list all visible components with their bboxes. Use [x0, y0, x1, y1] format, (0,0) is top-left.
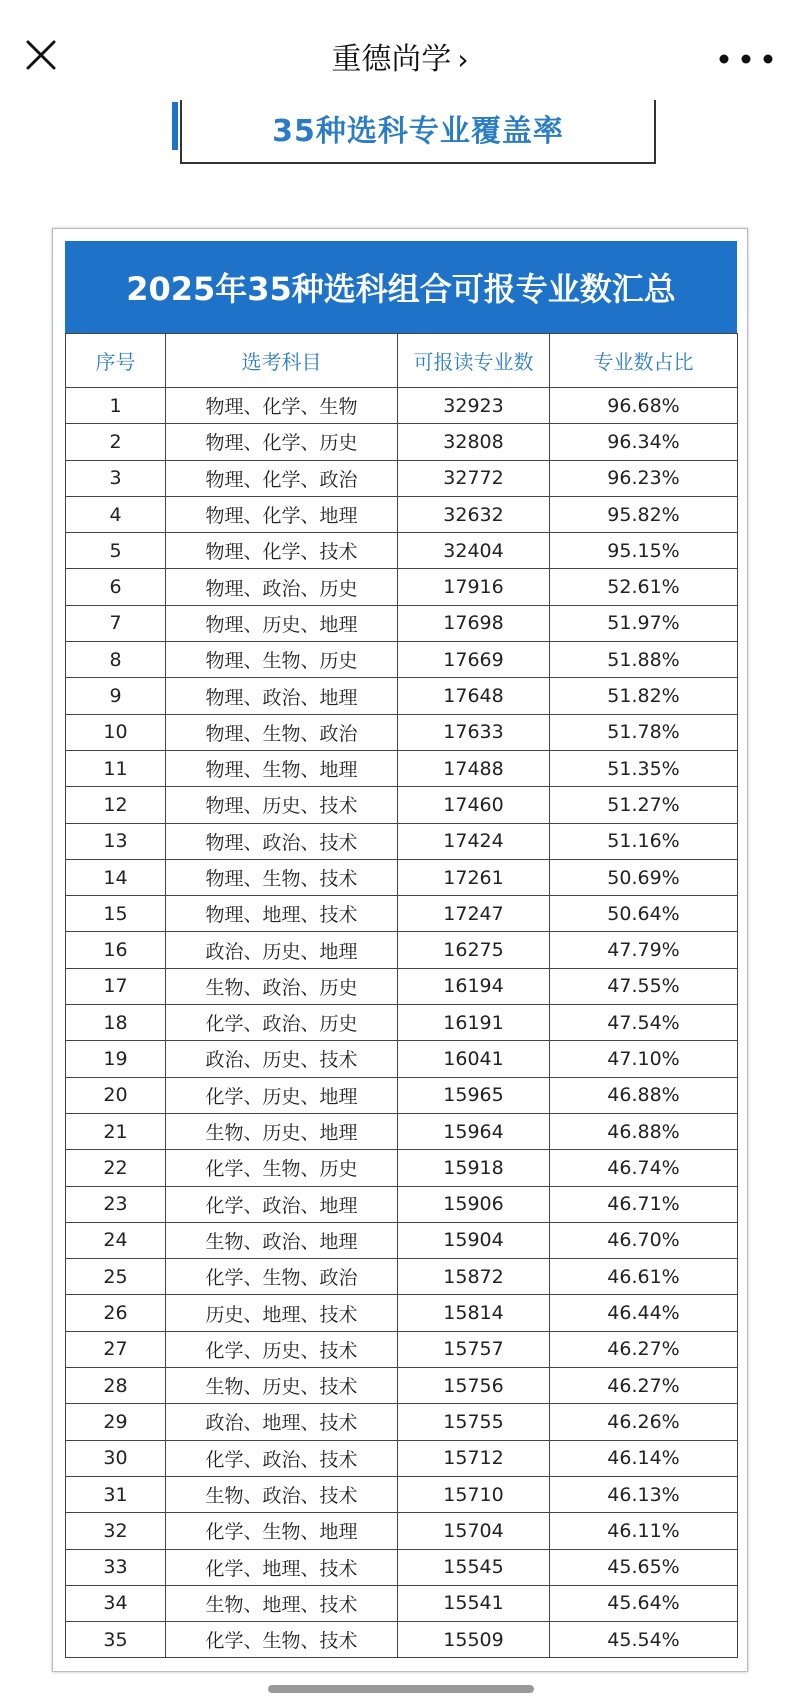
table-row	[66, 1331, 738, 1367]
cell-percentage: 47.54%	[550, 1005, 738, 1041]
cell-subjects: 生物、历史、地理	[166, 1113, 398, 1149]
table-row	[66, 859, 738, 895]
table-row	[66, 714, 738, 750]
cell-percentage: 45.64%	[550, 1585, 738, 1621]
cell-major-count: 15541	[398, 1585, 550, 1621]
cell-index: 1	[66, 388, 166, 424]
cell-major-count: 17261	[398, 859, 550, 895]
cell-percentage: 96.34%	[550, 424, 738, 460]
cell-percentage: 46.13%	[550, 1476, 738, 1512]
cell-index: 17	[66, 968, 166, 1004]
cell-subjects: 化学、政治、技术	[166, 1440, 398, 1476]
cell-subjects: 化学、政治、地理	[166, 1186, 398, 1222]
cell-percentage: 47.79%	[550, 932, 738, 968]
cell-index: 5	[66, 533, 166, 569]
table-row	[66, 932, 738, 968]
cell-percentage: 95.82%	[550, 496, 738, 532]
cell-major-count: 15757	[398, 1331, 550, 1367]
cell-index: 25	[66, 1259, 166, 1295]
summary-table	[65, 333, 738, 1658]
table-row	[66, 968, 738, 1004]
cell-major-count: 17488	[398, 750, 550, 786]
cell-index: 15	[66, 896, 166, 932]
cell-subjects: 物理、地理、技术	[166, 896, 398, 932]
table-row	[66, 642, 738, 678]
cell-index: 3	[66, 460, 166, 496]
cell-percentage: 51.88%	[550, 642, 738, 678]
cell-major-count: 15814	[398, 1295, 550, 1331]
table-row	[66, 1186, 738, 1222]
cell-index: 31	[66, 1476, 166, 1512]
banner-accent-bar	[172, 102, 178, 150]
table-row	[66, 1440, 738, 1476]
header-percentage: 专业数占比	[550, 334, 738, 388]
cell-percentage: 95.15%	[550, 533, 738, 569]
cell-index: 28	[66, 1368, 166, 1404]
cell-percentage: 46.70%	[550, 1222, 738, 1258]
table-row	[66, 750, 738, 786]
cell-subjects: 生物、历史、技术	[166, 1368, 398, 1404]
cell-subjects: 化学、生物、地理	[166, 1513, 398, 1549]
cell-subjects: 化学、生物、历史	[166, 1150, 398, 1186]
table-row	[66, 1041, 738, 1077]
cell-percentage: 46.61%	[550, 1259, 738, 1295]
cell-major-count: 32808	[398, 424, 550, 460]
cell-subjects: 物理、化学、地理	[166, 496, 398, 532]
cell-percentage: 46.11%	[550, 1513, 738, 1549]
cell-index: 2	[66, 424, 166, 460]
more-dots-icon	[714, 53, 778, 65]
cell-major-count: 16275	[398, 932, 550, 968]
cell-major-count: 17424	[398, 823, 550, 859]
table-row	[66, 1005, 738, 1041]
table-row	[66, 1222, 738, 1258]
chevron-right-icon: ›	[457, 43, 469, 76]
cell-major-count: 17247	[398, 896, 550, 932]
table-header-row	[66, 334, 738, 388]
cell-subjects: 物理、化学、生物	[166, 388, 398, 424]
cell-subjects: 政治、历史、地理	[166, 932, 398, 968]
home-indicator[interactable]	[268, 1685, 534, 1693]
table-row	[66, 1622, 738, 1658]
cell-major-count: 15964	[398, 1113, 550, 1149]
cell-index: 21	[66, 1113, 166, 1149]
cell-percentage: 46.27%	[550, 1368, 738, 1404]
cell-major-count: 32404	[398, 533, 550, 569]
cell-index: 26	[66, 1295, 166, 1331]
cell-index: 35	[66, 1622, 166, 1658]
cell-major-count: 15710	[398, 1476, 550, 1512]
cell-percentage: 46.26%	[550, 1404, 738, 1440]
cell-subjects: 政治、历史、技术	[166, 1041, 398, 1077]
table-row	[66, 1150, 738, 1186]
cell-subjects: 物理、化学、历史	[166, 424, 398, 460]
cell-index: 29	[66, 1404, 166, 1440]
cell-percentage: 46.88%	[550, 1113, 738, 1149]
cell-major-count: 17916	[398, 569, 550, 605]
table-row	[66, 787, 738, 823]
cell-subjects: 化学、生物、政治	[166, 1259, 398, 1295]
banner-title: 35种选科专业覆盖率	[272, 114, 564, 149]
table-row	[66, 605, 738, 641]
header-major-count: 可报读专业数	[398, 334, 550, 388]
cell-subjects: 物理、生物、地理	[166, 750, 398, 786]
cell-percentage: 46.14%	[550, 1440, 738, 1476]
cell-major-count: 17633	[398, 714, 550, 750]
cell-index: 10	[66, 714, 166, 750]
account-title-link[interactable]	[0, 34, 800, 78]
cell-subjects: 物理、生物、技术	[166, 859, 398, 895]
cell-subjects: 化学、政治、历史	[166, 1005, 398, 1041]
cell-subjects: 化学、地理、技术	[166, 1549, 398, 1585]
cell-major-count: 15545	[398, 1549, 550, 1585]
table-row	[66, 1404, 738, 1440]
cell-major-count: 15872	[398, 1259, 550, 1295]
cell-major-count: 15918	[398, 1150, 550, 1186]
table-row	[66, 1259, 738, 1295]
cell-subjects: 物理、历史、地理	[166, 605, 398, 641]
table-row	[66, 678, 738, 714]
cell-subjects: 物理、生物、政治	[166, 714, 398, 750]
cell-major-count: 17698	[398, 605, 550, 641]
cell-index: 9	[66, 678, 166, 714]
cell-major-count: 15904	[398, 1222, 550, 1258]
cell-index: 8	[66, 642, 166, 678]
cell-major-count: 15755	[398, 1404, 550, 1440]
cell-index: 12	[66, 787, 166, 823]
cell-index: 18	[66, 1005, 166, 1041]
cell-index: 34	[66, 1585, 166, 1621]
cell-index: 33	[66, 1549, 166, 1585]
cell-percentage: 51.78%	[550, 714, 738, 750]
header-subjects: 选考科目	[166, 334, 398, 388]
table-row	[66, 533, 738, 569]
cell-index: 23	[66, 1186, 166, 1222]
table-row	[66, 1585, 738, 1621]
top-navigation-bar	[0, 0, 800, 100]
cell-subjects: 化学、生物、技术	[166, 1622, 398, 1658]
cell-percentage: 96.23%	[550, 460, 738, 496]
table-row	[66, 424, 738, 460]
cell-index: 6	[66, 569, 166, 605]
cell-subjects: 物理、化学、政治	[166, 460, 398, 496]
cell-percentage: 51.27%	[550, 787, 738, 823]
cell-subjects: 物理、历史、技术	[166, 787, 398, 823]
cell-index: 4	[66, 496, 166, 532]
table-row	[66, 569, 738, 605]
table-row	[66, 1368, 738, 1404]
cell-percentage: 47.10%	[550, 1041, 738, 1077]
cell-percentage: 51.97%	[550, 605, 738, 641]
cell-percentage: 46.74%	[550, 1150, 738, 1186]
cell-major-count: 17460	[398, 787, 550, 823]
cell-subjects: 生物、地理、技术	[166, 1585, 398, 1621]
cell-percentage: 50.64%	[550, 896, 738, 932]
section-banner	[180, 100, 656, 164]
cell-index: 22	[66, 1150, 166, 1186]
cell-percentage: 51.35%	[550, 750, 738, 786]
summary-table-card	[52, 228, 748, 1672]
cell-major-count: 15704	[398, 1513, 550, 1549]
cell-index: 7	[66, 605, 166, 641]
cell-index: 16	[66, 932, 166, 968]
cell-major-count: 17648	[398, 678, 550, 714]
cell-subjects: 物理、政治、历史	[166, 569, 398, 605]
cell-percentage: 46.44%	[550, 1295, 738, 1331]
cell-index: 30	[66, 1440, 166, 1476]
cell-percentage: 51.82%	[550, 678, 738, 714]
cell-subjects: 政治、地理、技术	[166, 1404, 398, 1440]
cell-subjects: 历史、地理、技术	[166, 1295, 398, 1331]
cell-index: 13	[66, 823, 166, 859]
cell-subjects: 生物、政治、技术	[166, 1476, 398, 1512]
cell-subjects: 物理、生物、历史	[166, 642, 398, 678]
cell-major-count: 15509	[398, 1622, 550, 1658]
cell-percentage: 45.54%	[550, 1622, 738, 1658]
table-row	[66, 460, 738, 496]
cell-percentage: 51.16%	[550, 823, 738, 859]
table-row	[66, 1113, 738, 1149]
cell-major-count: 32772	[398, 460, 550, 496]
cell-subjects: 生物、政治、地理	[166, 1222, 398, 1258]
more-button[interactable]	[714, 50, 778, 62]
cell-major-count: 15906	[398, 1186, 550, 1222]
table-title: 2025年35种选科组合可报专业数汇总	[65, 241, 737, 333]
table-row	[66, 1077, 738, 1113]
cell-percentage: 46.27%	[550, 1331, 738, 1367]
table-row	[66, 896, 738, 932]
cell-major-count: 15756	[398, 1368, 550, 1404]
cell-major-count: 15965	[398, 1077, 550, 1113]
cell-subjects: 化学、历史、地理	[166, 1077, 398, 1113]
cell-percentage: 50.69%	[550, 859, 738, 895]
cell-subjects: 物理、政治、地理	[166, 678, 398, 714]
cell-major-count: 16194	[398, 968, 550, 1004]
cell-subjects: 物理、化学、技术	[166, 533, 398, 569]
cell-subjects: 生物、政治、历史	[166, 968, 398, 1004]
cell-percentage: 47.55%	[550, 968, 738, 1004]
cell-major-count: 32632	[398, 496, 550, 532]
table-row	[66, 1549, 738, 1585]
cell-percentage: 46.88%	[550, 1077, 738, 1113]
table-row	[66, 1476, 738, 1512]
cell-subjects: 化学、历史、技术	[166, 1331, 398, 1367]
table-row	[66, 388, 738, 424]
table-row	[66, 1513, 738, 1549]
cell-index: 32	[66, 1513, 166, 1549]
cell-index: 27	[66, 1331, 166, 1367]
cell-major-count: 32923	[398, 388, 550, 424]
cell-major-count: 16191	[398, 1005, 550, 1041]
account-title: 重德尚学	[331, 42, 452, 77]
table-row	[66, 823, 738, 859]
cell-index: 24	[66, 1222, 166, 1258]
cell-percentage: 52.61%	[550, 569, 738, 605]
cell-index: 14	[66, 859, 166, 895]
cell-major-count: 17669	[398, 642, 550, 678]
cell-percentage: 96.68%	[550, 388, 738, 424]
table-row	[66, 1295, 738, 1331]
cell-major-count: 15712	[398, 1440, 550, 1476]
cell-percentage: 46.71%	[550, 1186, 738, 1222]
cell-major-count: 16041	[398, 1041, 550, 1077]
table-row	[66, 496, 738, 532]
cell-percentage: 45.65%	[550, 1549, 738, 1585]
cell-index: 19	[66, 1041, 166, 1077]
cell-subjects: 物理、政治、技术	[166, 823, 398, 859]
cell-index: 20	[66, 1077, 166, 1113]
cell-index: 11	[66, 750, 166, 786]
header-index: 序号	[66, 334, 166, 388]
